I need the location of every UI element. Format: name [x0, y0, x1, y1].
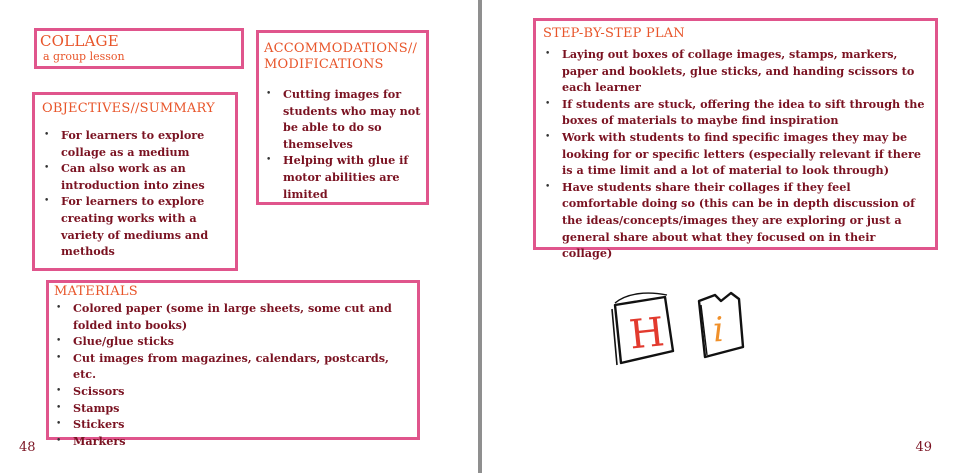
list-item: • Laying out boxes of collage images, stamps, markers, paper and booklets, glue sticks, and handing scissors to each learner [543, 46, 929, 96]
list-item: • Stamps [54, 400, 414, 417]
objectives-list [42, 127, 232, 260]
page-49 [482, 0, 960, 473]
page-48 [0, 0, 478, 473]
list-item: • Work with students to find specific images they may be looking for or specific letters (especially relevant if there is a time limit and a lot of material to look through) [543, 129, 929, 179]
lesson-subtitle: a group lesson [43, 50, 125, 63]
plan-list [543, 46, 929, 262]
list-item: • Scissors [54, 383, 414, 400]
materials-list [54, 300, 414, 449]
accommodations-heading-line1: ACCOMMODATIONS// [264, 41, 418, 56]
plan-heading: STEP-BY-STEP PLAN [543, 26, 685, 41]
objectives-heading: OBJECTIVES//SUMMARY [42, 101, 215, 116]
title-box [34, 28, 244, 69]
lesson-title: COLLAGE [40, 32, 119, 50]
page-number-left: 48 [19, 440, 36, 455]
accommodations-heading-line2: MODIFICATIONS [264, 57, 384, 72]
accommodations-box [256, 30, 429, 205]
list-item: • Have students share their collages if they feel comfortable doing so (this can be in depth discussion of the ideas/concepts/images they are exploring or just a general share about what they focused on in their collage) [543, 179, 929, 262]
list-item: • Cutting images for students who may not be able to do so themselves [264, 86, 424, 152]
objectives-box [32, 92, 238, 271]
hi-doodle [607, 285, 757, 380]
plan-box [533, 18, 938, 261]
list-item: • Colored paper (some in large sheets, some cut and folded into books) [54, 300, 414, 333]
materials-box [46, 280, 420, 448]
list-item: • If students are stuck, offering the idea to sift through the boxes of materials to maybe find inspiration [543, 96, 929, 129]
doodle-letter-i: i [711, 309, 726, 351]
list-item: • Cut images from magazines, calendars, postcards, etc. [54, 350, 414, 383]
list-item: • For learners to explore creating works with a variety of mediums and methods [42, 193, 232, 259]
materials-heading: MATERIALS [54, 284, 138, 299]
list-item: • For learners to explore collage as a medium [42, 127, 232, 160]
list-item: • Stickers [54, 416, 414, 433]
doodle-letter-h: H [627, 309, 667, 359]
list-item: • Helping with glue if motor abilities are limited [264, 152, 424, 202]
accommodations-list [264, 86, 424, 202]
page-number-right: 49 [915, 440, 932, 455]
list-item: • Can also work as an introduction into zines [42, 160, 232, 193]
list-item: • Glue/glue sticks [54, 333, 414, 350]
list-item: • Markers [54, 433, 414, 450]
